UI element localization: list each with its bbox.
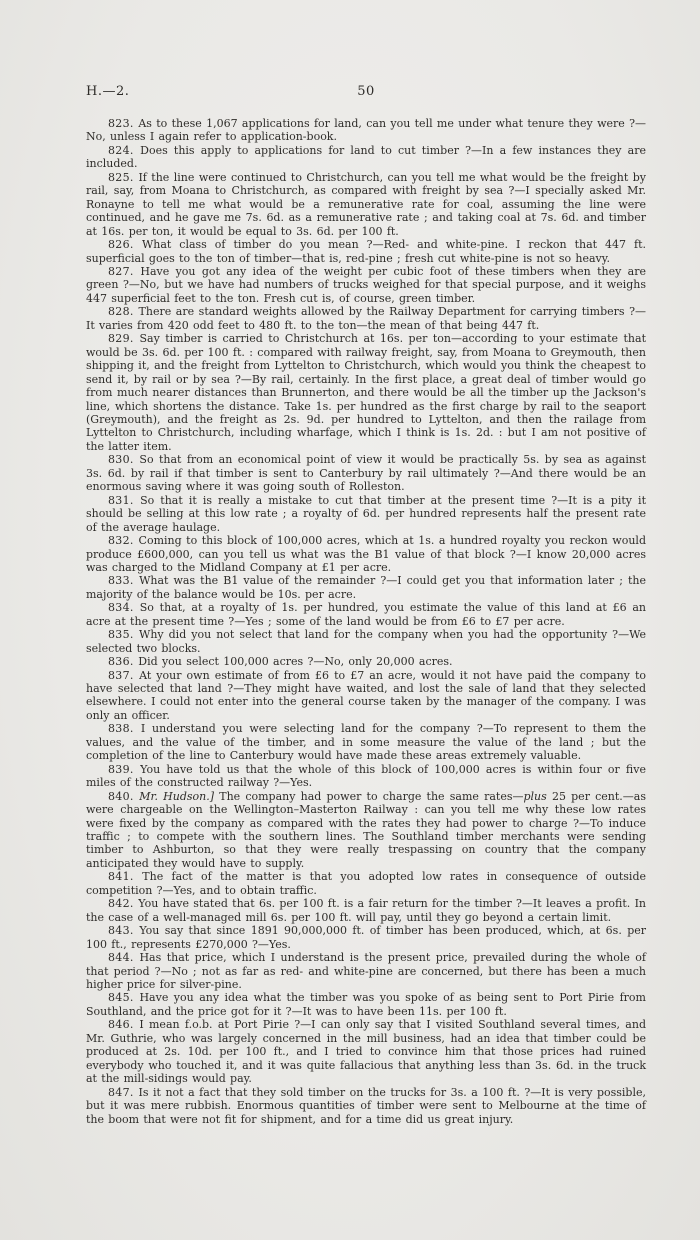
question-text: Have you got any idea of the weight per cubic foot of these timbers when they are green ?—No, but we have had numbers of trucks weighed for that special purpose, and it weighs 447 superficial feet to the ton. Fresh cut is, of course, green timber.	[86, 264, 646, 305]
paragraph-829	[86, 332, 646, 453]
paragraph-832	[86, 534, 646, 574]
question-number: 831.	[108, 493, 141, 507]
question-text: So that it is really a mistake to cut that timber at the present time ?—It is a pity it should be selling at this low rate ; a royalty of 6d. per hundred represents half the present rate of the average haulage.	[86, 493, 646, 534]
paragraph-836	[86, 655, 646, 668]
question-text: I understand you were selecting land for the company ?—To represent to them the values, and the value of the timber, and in some measure the value of the land ; but the completion of the line to Canterbury would have made these areas extremely valuable.	[86, 722, 646, 763]
question-text: What class of timber do you mean ?—Red- and white-pine. I reckon that 447 ft. superficial goes to the ton of timber—that is, red-pine ; fresh cut white-pine is not so heavy.	[86, 238, 646, 265]
paragraph-828	[86, 305, 646, 332]
question-text: Say timber is carried to Christchurch at 16s. per ton—according to your estimate that would be 3s. 6d. per 100 ft. : compared with railway freight, say, from Moana to Greymouth, then shipping it, and the freight from Lyttelton to Christchurch, which would you think the cheapest to send it, by rail or by sea ?—By rail, certainly. In the first place, a great deal of timber would go from much nearer distances than Brunnerton, and there would be all the timber up the Jackson's line, which shortens the distance. Take 1s. per hundred as the first charge by rail to the seaport (Greymouth), and the freight as 2s. 9d. per hundred to Lyttelton, and then the railage from Lyttelton to Christchurch, including wharfage, which I think is 1s. 2d. : but I am not positive of the latter item.	[86, 332, 646, 453]
paragraph-826	[86, 238, 646, 265]
question-text: If the line were continued to Christchurch, can you tell me what would be the freight by rail, say, from Moana to Christchurch, as compared with freight by sea ?—I specially asked Mr. Ronayne to tell me what would be a remunerative rate for coal, assuming the line were continued, and he gave me 7s. 6d. as a remunerative rate ; and taking coal at 7s. 6d. and timber at 16s. per ton, it would be equal to 3s. 6d. per 100 ft.	[86, 170, 646, 238]
question-number: 823.	[108, 117, 139, 130]
question-number: 839.	[108, 762, 141, 776]
question-number: 835.	[108, 628, 140, 642]
question-text: Has that price, which I understand is the present price, prevailed during the whole of that period ?—No ; not as far as red- and white-pine are concerned, but there has been a much higher price for silver-pine.	[86, 951, 646, 991]
question-text: What was the B1 value of the remainder ?—I could get you that information later ; the majority of the balance would be 10s. per acre.	[86, 574, 647, 601]
paragraph-847	[86, 1086, 646, 1126]
question-number: 846.	[108, 1018, 140, 1032]
question-number: 832.	[108, 534, 139, 548]
paragraph-839	[86, 763, 646, 790]
question-text: You have stated that 6s. per 100 ft. is a fair return for the timber ?—It leaves a profit. In the case of a well-managed mill 6s. per 100 ft. will pay, until they go beyond a certain limit.	[86, 897, 646, 924]
question-number: 828.	[108, 305, 139, 319]
question-text: The company had power to charge the same rates—	[214, 789, 524, 803]
question-number: 825.	[108, 170, 139, 184]
question-text: The fact of the matter is that you adopted low rates in consequence of outside competition ?—Yes, and to obtain traffic.	[86, 870, 646, 897]
question-number: 842.	[108, 897, 139, 911]
question-text: Why did you not select that land for the company when you had the opportunity ?—We selected two blocks.	[86, 628, 646, 655]
question-number: 833.	[108, 574, 140, 588]
paragraph-827	[86, 265, 646, 305]
paragraph-843	[86, 924, 646, 951]
question-number: 836.	[108, 655, 139, 669]
question-number: 841.	[108, 870, 143, 884]
paragraph-834	[86, 601, 646, 628]
question-text: 25 per cent.—as were chargeable on the Wellington–Masterton Railway : can you tell me why these low rates were fixed by the company as compared with the rates they had power to charge ?—To induce traffic ; to compete with the southern lines. The Southland timber merchants were sending timber to Ashburton, so that they were really trespassing on country that the company anticipated they would have to supply.	[86, 789, 647, 870]
paragraph-837	[86, 669, 646, 723]
question-number: 840.	[108, 789, 140, 803]
question-number: 830.	[108, 453, 140, 467]
question-text: Is it not a fact that they sold timber on the trucks for 3s. a 100 ft. ?—It is very possible, but it was mere rubbish. Enormous quantities of timber were sent to Melbourne at the time of the boom that were not fit for shipment, and for a time did us great injury.	[86, 1085, 646, 1126]
question-number: 829.	[108, 332, 140, 346]
report-code: H.—2.	[86, 84, 130, 99]
question-text: There are standard weights allowed by the Railway Department for carrying timbers ?—It varies from 420 odd feet to 480 ft. to the ton—the mean of that being 447 ft.	[86, 305, 646, 332]
italic-text: plus	[523, 789, 547, 803]
question-text: Does this apply to applications for land to cut timber ?—In a few instances they are included.	[86, 143, 646, 171]
paragraph-833	[86, 574, 646, 601]
italic-text: Mr. Hudson.]	[139, 789, 215, 803]
question-number: 843.	[108, 924, 140, 938]
paragraph-835	[86, 628, 646, 655]
question-text: You say that since 1891 90,000,000 ft. of timber has been produced, which, at 6s. per 100 ft., represents £270,000 ?—Yes.	[86, 924, 646, 951]
question-number: 827.	[108, 264, 141, 278]
transcript-body	[86, 117, 646, 1126]
question-number: 838.	[108, 722, 141, 736]
paragraph-841	[86, 870, 646, 897]
paragraph-823	[86, 117, 646, 144]
page-number: 50	[357, 84, 375, 99]
paragraph-824	[86, 144, 646, 171]
paragraph-825	[86, 171, 646, 238]
paragraph-846	[86, 1018, 646, 1085]
question-text: You have told us that the whole of this block of 100,000 acres is within four or five miles of the constructed railway ?—Yes.	[86, 762, 646, 790]
paragraph-842	[86, 897, 646, 924]
question-text: Did you select 100,000 acres ?—No, only 20,000 acres.	[138, 655, 453, 669]
question-text: At your own estimate of from £6 to £7 an acre, would it not have paid the company to have selected that land ?—They might have waited, and lost the sale of land that they selected elsewhere. I could not enter into the general course taken by the manager of the company. I was only an officer.	[86, 668, 646, 722]
question-text: As to these 1,067 applications for land, can you tell me under what tenure they were ?—No, unless I again refer to application-book.	[86, 117, 646, 144]
question-text: Have you any idea what the timber was you spoke of as being sent to Port Pirie from Southland, and the price got for it ?—It was to have been 11s. per 100 ft.	[86, 991, 646, 1018]
paragraph-838	[86, 722, 646, 762]
question-number: 824.	[108, 143, 141, 157]
question-number: 847.	[108, 1085, 139, 1099]
paragraph-845	[86, 991, 646, 1018]
question-text: So that, at a royalty of 1s. per hundred, you estimate the value of this land at £6 an acre at the present time ?—Yes ; some of the land would be from £6 to £7 per acre.	[86, 601, 646, 628]
paragraph-844	[86, 951, 646, 991]
question-text: So that from an economical point of view it would be practically 5s. by sea as against 3s. 6d. by rail if that timber is sent to Canterbury by rail ultimately ?—And there would be an enormous saving where it was going south of Rolleston.	[86, 453, 646, 494]
question-text: Coming to this block of 100,000 acres, which at 1s. a hundred royalty you reckon would produce £600,000, can you tell us what was the B1 value of that block ?—I know 20,000 acres was charged to the Midland Company at £1 per acre.	[86, 534, 646, 574]
question-number: 837.	[108, 668, 140, 682]
paragraph-831	[86, 494, 646, 534]
question-text: I mean f.o.b. at Port Pirie ?—I can only say that I visited Southland several times, and Mr. Guthrie, who was largely concerned in the mill business, had an idea that timber could be produced at 2s. 10d. per 100 ft., and I tried to convince him that those prices had ruined everybody who touched it, and it was quite fallacious that anything less than 3s. 6d. in the truck at the mill-sidings would pay.	[86, 1018, 646, 1086]
question-number: 844.	[108, 951, 140, 965]
question-number: 845.	[108, 991, 140, 1005]
paragraph-840	[86, 790, 646, 871]
paragraph-830	[86, 453, 646, 493]
question-number: 826.	[108, 238, 142, 252]
question-number: 834.	[108, 601, 140, 615]
